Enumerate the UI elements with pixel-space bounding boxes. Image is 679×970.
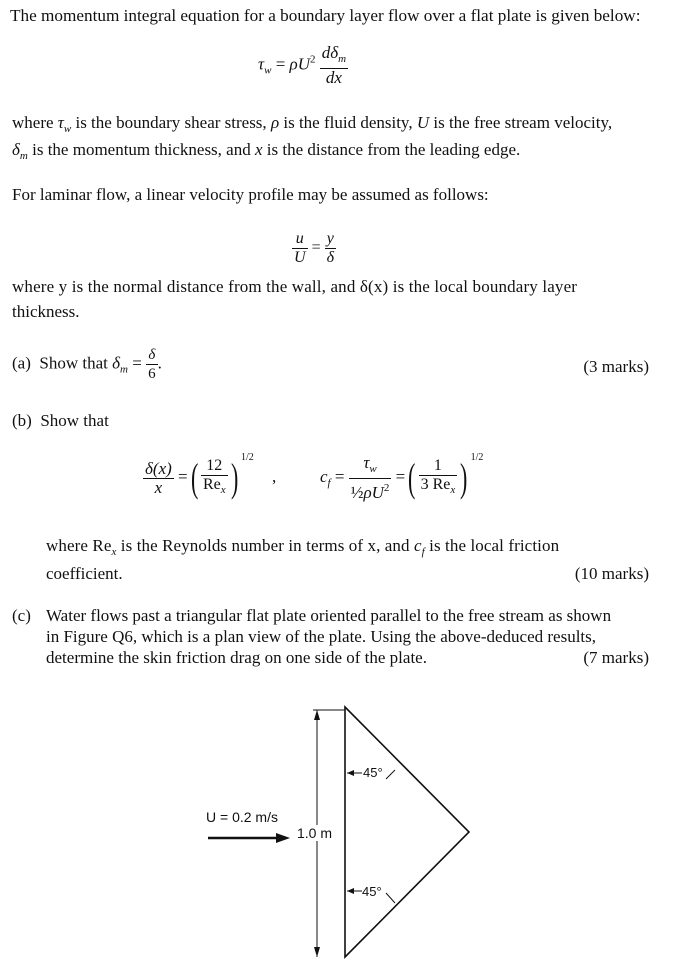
part-b-pow: 1/2 [240,452,254,463]
where2-line1: where y is the normal distance from the wall, and δ(x) is the local boundary layer [12,277,578,296]
part-b-where-c: c [413,536,422,555]
part-b-where-re: where Re [46,536,112,555]
part-b-cf-num: τ [363,453,370,473]
part-b-where-end: is the local friction [424,536,560,555]
eq2-equals: = [311,239,321,257]
angle-top-arrow-icon [347,770,354,776]
flow-arrow-head-icon [276,833,290,843]
eq1-num: dδ [321,43,339,62]
part-b-marks: (10 marks) [574,564,649,583]
part-b-cf-half: ½ [350,483,364,503]
part-b-f3-sub: x [450,484,456,497]
part-b-eq1: = [178,467,188,486]
part-b-where-c-sub: f [421,546,425,558]
part-a-label: (a) [12,353,31,373]
part-b-coefficient: coefficient. [46,564,123,583]
part-b-comma: , [271,467,277,486]
part-b-where-rest: is the Reynolds number in terms of x, and [116,536,414,555]
part-a-text: Show that [39,353,113,373]
part-b-cf: c [320,467,328,486]
where1-t2: is the boundary shear stress, [71,113,271,132]
part-a-sub: m [120,363,128,376]
part-a-num: δ [146,346,158,365]
part-a-dot: . [157,353,162,373]
angle-bottom-label: 45° [362,884,382,899]
part-a-delta: δ [112,353,121,373]
part-b-eq2: = [334,467,345,486]
part-b-cf-num-sub: w [369,463,377,476]
part-b-equation-cf: $c_f$ = $\frac{\tau_w}{\frac{1}{2}\rho U^2}$ =( $\frac{1}{3 Re_x}$ ) $^{1/2}$ [320,452,484,503]
eq1-den: dx [325,68,342,87]
eq1-sq: 2 [309,53,316,66]
part-c-line2: in Figure Q6, which is a plan view of the plate. Using the above-deduced results, [46,627,597,646]
part-b-f2-den: Re [202,476,221,494]
eq1-tau-sub: w [264,64,272,77]
laminar-text: For laminar flow, a linear velocity profile may be assumed as follows: [12,185,489,204]
part-b-re-sub: x [220,484,226,497]
where1-x: x [254,140,263,159]
where1-t6: is the distance from the leading edge. [262,140,521,159]
part-b-where-sub: x [111,546,117,558]
part-b-cf-den-sup: 2 [383,482,390,495]
triangular-plate [345,707,469,957]
where1-tau: τ [57,113,64,132]
part-c-line1: Water flows past a triangular flat plate oriented parallel to the free stream as shown [46,606,612,625]
where1-tau-sub: w [63,123,72,135]
part-b-text: Show that [40,411,109,430]
part-b-cf-den: ρU [363,483,384,503]
part-a-marks: (3 marks) [583,357,649,376]
angle-top-label: 45° [363,765,383,780]
part-b-f3-den: 3 Re [420,476,451,494]
part-b-f1-den: x [154,477,163,497]
where1-delta: δ [12,140,20,159]
part-c-marks: (7 marks) [583,648,649,667]
eq1-rho: ρ [289,54,298,74]
angle-top-leader-2 [386,770,395,779]
part-c-label: (c) [12,606,31,625]
part-b-label: (b) [12,411,32,430]
intro-text: The momentum integral equation for a boundary layer flow over a flat plate is given below: [10,6,641,25]
where2-line2: thickness. [12,302,80,321]
where1-U: U [416,113,430,132]
part-b-f3-num: 1 [419,457,458,476]
velocity-label: U = 0.2 m/s [206,809,278,825]
part-b-equation-delta: $\frac{\delta(x)}{x}$ =( $\frac{12}{Re_x}$ ) $^{1/2}$ , [145,452,277,501]
eq2-u: u [292,230,308,249]
eq1-U: U [297,54,310,74]
where1-t1: where [12,113,58,132]
eq2-U: U [294,249,306,266]
where1-t5: is the momentum thickness, and [27,140,255,159]
dimension-arrow-bottom-icon [314,947,320,957]
part-c-line3: determine the skin friction drag on one side of the plate. [46,648,427,667]
part-b-pow2: 1/2 [470,452,484,463]
length-label: 1.0 m [297,825,333,841]
eq2-delta: δ [326,249,335,266]
where1-rho: ρ [270,113,280,132]
part-b-f1-num: δ(x) [145,458,172,478]
where1-t3: is the fluid density, [279,113,417,132]
eq1-equals: = [275,54,286,74]
eq1-num-sub: m [338,53,347,65]
part-b-f2-num: 12 [201,457,228,476]
part-a-den: 6 [148,366,156,382]
eq1-tau: τ [258,54,265,74]
where1-t4: is the free stream velocity, [429,113,613,132]
part-b-eq3: = [395,467,406,486]
part-b-cf-sub: f [327,477,331,489]
part-a-eq: = [132,353,142,373]
angle-bottom-arrow-icon [347,888,354,894]
angle-bottom-leader-2 [386,893,395,903]
where1-delta-sub: m [19,150,28,162]
eq2-y: y [325,230,336,249]
dimension-arrow-top-icon [314,710,320,720]
